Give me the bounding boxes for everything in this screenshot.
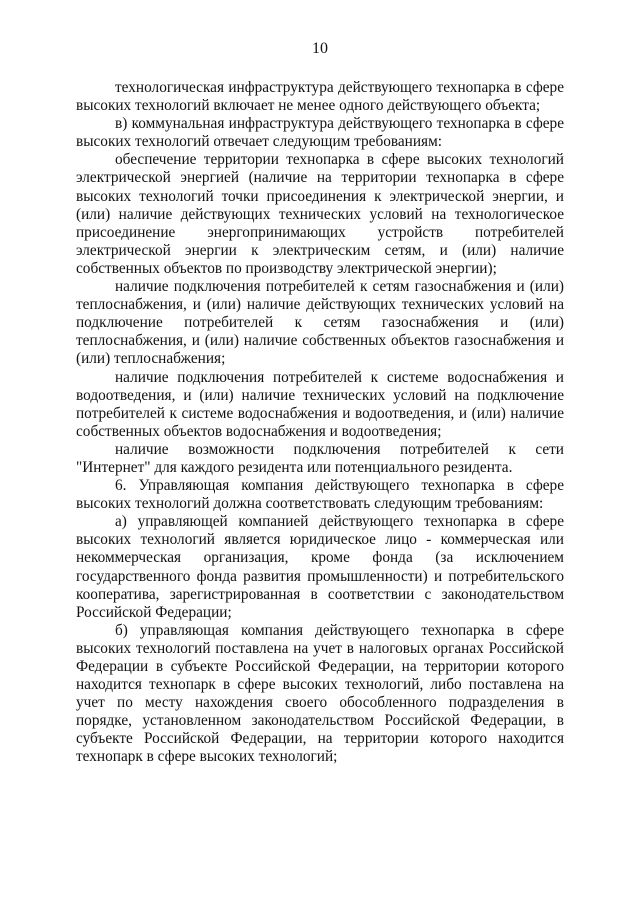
paragraph: 6. Управляющая компания действующего технопарка в сфере высоких технологий должна соответствовать следующим требованиям: xyxy=(76,477,564,513)
paragraph: наличие возможности подключения потребителей к сети "Интернет" для каждого резидента или потенциального резидента. xyxy=(76,440,564,476)
document-body xyxy=(76,79,564,767)
paragraph: обеспечение территории технопарка в сфере высоких технологий электрической энергией (наличие на территории технопарка в сфере высоких технологий точки присоединения к электрической энергии, и (или) наличие действующих технических условий на технологическое присоединение энергопринимающих устройств потребителей электрической энергии к электрическим сетям, и (или) наличие собственных объектов по производству электрической энергии); xyxy=(76,151,564,277)
paragraph: а) управляющей компанией действующего технопарка в сфере высоких технологий является юридическое лицо - коммерческая или некоммерческая организация, кроме фонда (за исключением государственного фонда развития промышленности) и потребительского кооператива, зарегистрированная в соответствии с законодательством Российской Федерации; xyxy=(76,513,564,621)
paragraph: наличие подключения потребителей к системе водоснабжения и водоотведения, и (или) наличие технических условий на подключение потребителей к системе водоснабжения и водоотведения, и (или) наличие собственных объектов водоснабжения и водоотведения; xyxy=(76,368,564,440)
page-number: 10 xyxy=(312,40,328,57)
paragraph: б) управляющая компания действующего технопарка в сфере высоких технологий поставлена на учет в налоговых органах Российской Федерации в субъекте Российской Федерации, на территории которого находится технопарк в сфере высоких технологий, либо поставлена на учет по месту нахождения своего обособленного подразделения в порядке, установленном законодательством Российской Федерации, в субъекте Российской Федерации, на территории которого находится технопарк в сфере высоких технологий; xyxy=(76,621,564,766)
paragraph: наличие подключения потребителей к сетям газоснабжения и (или) теплоснабжения, и (или) наличие действующих технических условий на подключение потребителей к сетям газоснабжения и (или) теплоснабжения, и (или) наличие собственных объектов газоснабжения и (или) теплоснабжения; xyxy=(76,278,564,368)
paragraph: технологическая инфраструктура действующего технопарка в сфере высоких технологий включает не менее одного действующего объекта; xyxy=(76,79,564,115)
paragraph: в) коммунальная инфраструктура действующего технопарка в сфере высоких технологий отвечает следующим требованиям: xyxy=(76,115,564,151)
